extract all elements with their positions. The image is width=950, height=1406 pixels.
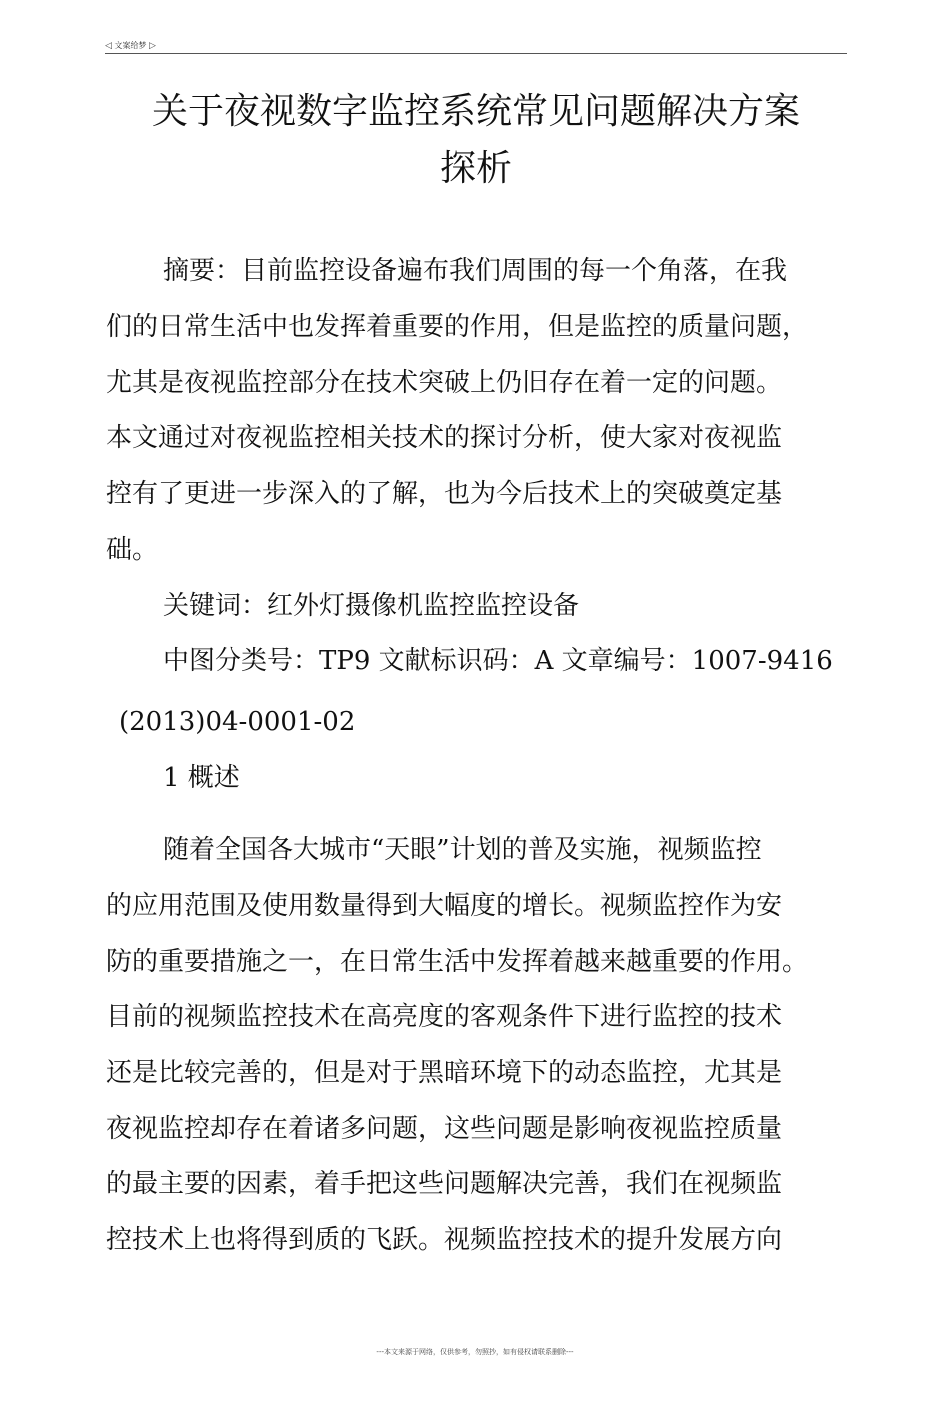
header-text: 文案给梦 — [114, 41, 147, 50]
abstract-line: 本文通过对夜视监控相关技术的探讨分析，使大家对夜视监 — [106, 423, 783, 453]
abstract-line: 们的日常生活中也发挥着重要的作用，但是监控的质量问题， — [106, 312, 809, 342]
abstract-line: 控有了更进一步深入的了解，也为今后技术上的突破奠定基 — [106, 479, 783, 509]
body-line: 控技术上也将得到质的飞跃。视频监控技术的提升发展方向 — [106, 1225, 783, 1255]
classification-line-2: (2013)04-0001-02 — [119, 707, 356, 737]
page-footer: ---本文来源于网络，仅供参考，勿照抄，如有侵权请联系删除--- — [376, 1348, 574, 1356]
body-line: 还是比较完善的，但是对于黑暗环境下的动态监控，尤其是 — [106, 1058, 783, 1088]
body-line: 随着全国各大城市“天眼”计划的普及实施，视频监控 — [163, 835, 762, 865]
right-marker-icon: ▷ — [149, 41, 156, 51]
left-marker-icon: ◁ — [105, 41, 112, 51]
title-line-2: 探析 — [439, 148, 512, 189]
body-line: 的最主要的因素，着手把这些问题解决完善，我们在视频监 — [106, 1169, 783, 1199]
abstract-line: 摘要：目前监控设备遍布我们周围的每一个角落，在我 — [163, 256, 788, 286]
title-line-1: 关于夜视数字监控系统常见问题解决方案 — [151, 91, 800, 132]
abstract-line: 础。 — [106, 535, 159, 565]
body-line: 的应用范围及使用数量得到大幅度的增长。视频监控作为安 — [106, 891, 783, 921]
body-line: 防的重要措施之一，在日常生活中发挥着越来越重要的作用。 — [106, 947, 809, 977]
page-header — [105, 39, 847, 54]
section-heading: 1 概述 — [163, 763, 240, 793]
body-line: 夜视监控却存在着诸多问题，这些问题是影响夜视监控质量 — [106, 1114, 783, 1144]
keywords-line: 关键词：红外灯摄像机监控监控设备 — [163, 591, 580, 621]
classification-line-1: 中图分类号：TP9 文献标识码：A 文章编号：1007-9416 — [163, 646, 833, 676]
body-line: 目前的视频监控技术在高亮度的客观条件下进行监控的技术 — [106, 1002, 783, 1032]
abstract-line: 尤其是夜视监控部分在技术突破上仍旧存在着一定的问题。 — [106, 368, 783, 398]
